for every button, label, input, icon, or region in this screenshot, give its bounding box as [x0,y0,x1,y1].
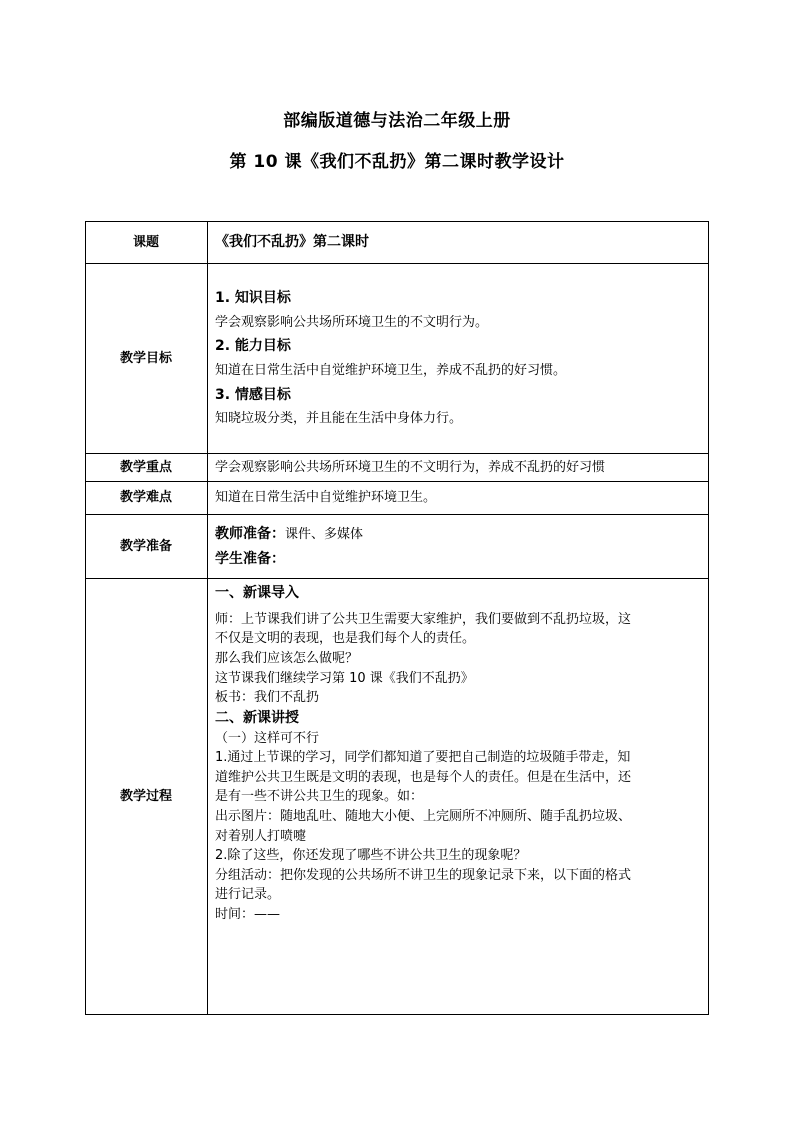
row-label-goals: 教学目标 [86,264,208,454]
table-row-goals [86,264,709,454]
goal-text-1: 学会观察影响公共场所环境卫生的不文明行为。 [215,314,489,330]
process-paragraph: 时间：—— [215,906,281,922]
process-section-1: 一、新课导入 [215,585,299,601]
row-label-key-points: 教学重点 [86,454,208,482]
process-paragraph: 道维护公共卫生既是文明的表现，也是每个人的责任。但是在生活中，还 [215,769,632,785]
process-paragraph: 出示图片：随地乱吐、随地大小便、上完厕所不冲厕所、随手乱扔垃圾、 [215,808,632,824]
goal-heading-2: 2. 能力目标 [215,338,291,355]
preparation-content [208,515,709,579]
topic-text: 《我们不乱扔》第二课时 [215,234,369,251]
table-row-difficulty [86,482,709,515]
row-label-difficulty: 教学难点 [86,482,208,515]
document-title: 部编版道德与法治二年级上册 [283,111,511,131]
goal-heading-1: 1. 知识目标 [215,289,291,306]
process-content [208,579,709,1015]
process-paragraph: 进行记录。 [215,887,281,903]
key-points-text: 学会观察影响公共场所环境卫生的不文明行为，养成不乱扔的好习惯 [215,459,606,475]
process-subsection-1: （一）这样可不行 [215,730,320,746]
topic-value [208,222,709,264]
goal-heading-3: 3. 情感目标 [215,386,291,403]
goal-text-2: 知道在日常生活中自觉维护环境卫生，养成不乱扔的好习惯。 [215,363,567,379]
table-row-process [86,579,709,1015]
goal-text-3: 知晓垃圾分类，并且能在生活中身体力行。 [215,411,463,427]
process-paragraph: 分组活动：把你发现的公共场所不讲卫生的现象记录下来，以下面的格式 [215,867,632,883]
row-label-process: 教学过程 [86,579,208,1015]
process-section-2: 二、新课讲授 [215,709,299,726]
table-row-topic [86,222,709,264]
process-paragraph: 不仅是文明的表现，也是我们每个人的责任。 [215,631,476,647]
process-paragraph: 2.除了这些，你还发现了哪些不讲公共卫生的现象呢？ [215,848,527,864]
process-paragraph: 师：上节课我们讲了公共卫生需要大家维护，我们要做到不乱扔垃圾，这 [215,611,632,627]
row-label-topic: 课题 [86,222,208,264]
process-paragraph: 1.通过上节课的学习，同学们都知道了要把自己制造的垃圾随手带走，知 [215,750,631,766]
teacher-prep-label: 教师准备： [215,525,285,542]
process-paragraph: 是有一些不讲公共卫生的现象。如： [215,789,424,805]
process-paragraph: 那么我们应该怎么做呢？ [215,650,359,666]
table-row-preparation [86,515,709,579]
difficulty-value [208,482,709,515]
difficulty-text: 知道在日常生活中自觉维护环境卫生。 [215,490,437,506]
key-points-value [208,454,709,482]
goals-content [208,264,709,454]
document-subtitle: 第 10 课《我们不乱扔》第二课时教学设计 [229,152,565,172]
process-paragraph: 这节课我们继续学习第 10 课《我们不乱扔》 [215,670,474,686]
student-prep-label: 学生准备： [215,550,285,567]
process-paragraph: 板书：我们不乱扔 [215,690,320,706]
teacher-prep-value: 课件、多媒体 [285,526,364,542]
row-label-preparation: 教学准备 [86,515,208,579]
lesson-plan-table [85,221,709,1015]
table-row-key-points [86,454,709,482]
process-paragraph: 对着别人打喷嚏 [215,828,307,844]
